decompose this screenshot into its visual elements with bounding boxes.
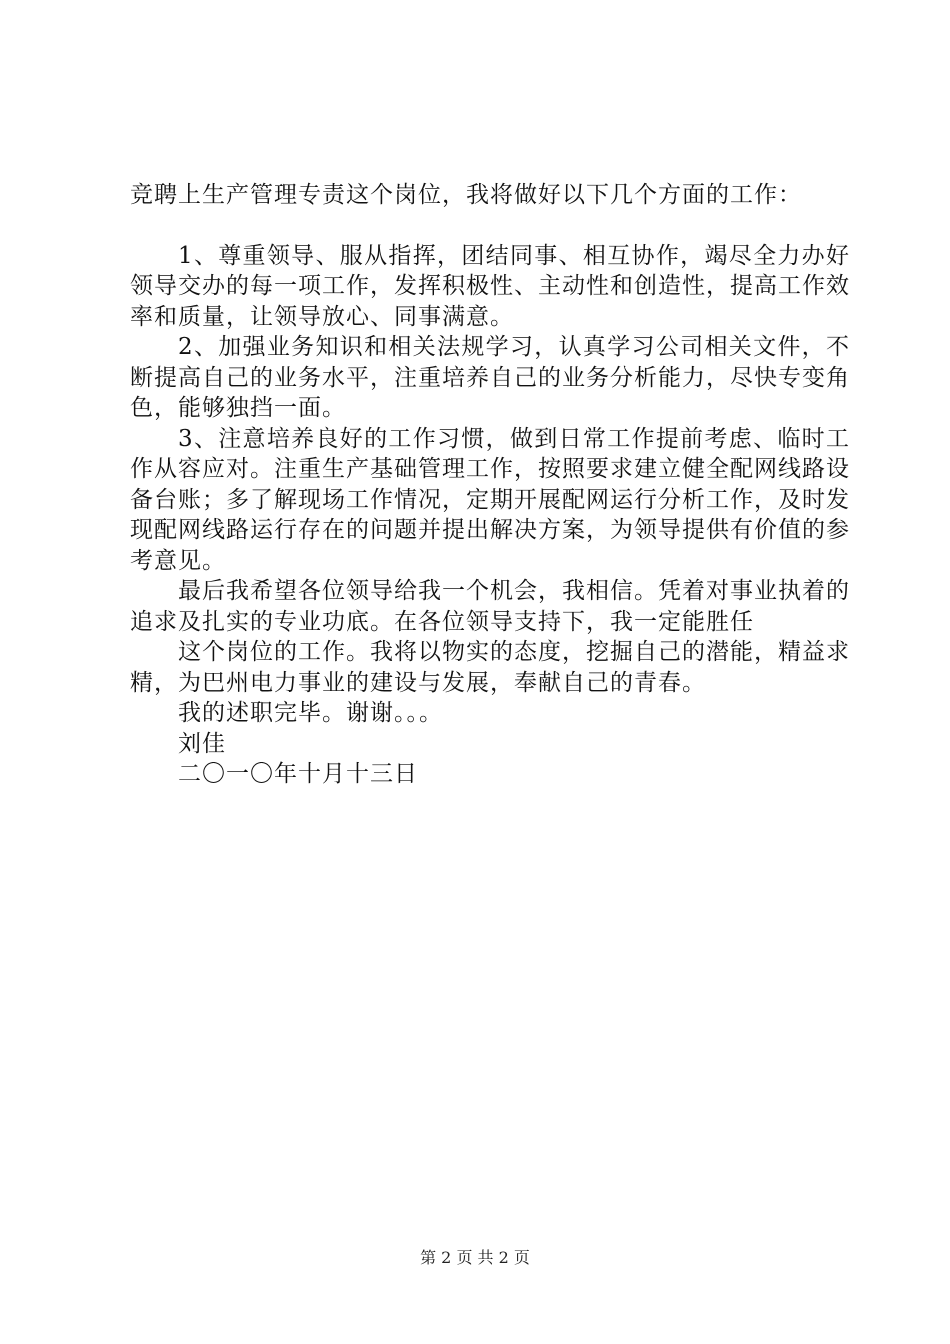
signature-name: 刘佳 [178,730,226,757]
page-footer: 第 2 页 共 2 页 [420,1248,530,1267]
intro-paragraph: 竞聘上生产管理专责这个岗位，我将做好以下几个方面的工作： [130,182,802,208]
signature-date: 二〇一〇年十月十三日 [178,761,418,787]
item-1-paragraph: 1、尊重领导、服从指挥，团结同事、相互协作，竭尽全力办好领导交办的每一项工作，发挥积极性、主动性和创造性，提高工作效率和质量，让领导放心、同事满意。 [130,242,850,330]
document-body [130,180,850,790]
item-3-paragraph: 3、注意培养良好的工作习惯，做到日常工作提前考虑、临时工作从容应对。注重生产基础管理工作，按照要求建立健全配网线路设备台账；多了解现场工作情况，定期开展配网运行分析工作，及时发现配网线路运行存在的问题并提出解决方案，为领导提供有价值的参考意见。 [130,425,850,574]
paragraph-gap [130,211,850,241]
thanks-line: 我的述职完毕。谢谢。。。 [178,700,443,726]
closing-paragraph-1: 最后我希望各位领导给我一个机会，我相信。凭着对事业执着的追求及扎实的专业功底。在各位领导支持下，我一定能胜任 [130,578,850,635]
closing-paragraph-2: 这个岗位的工作。我将以物实的态度，挖掘自己的潜能，精益求精，为巴州电力事业的建设与发展，奉献自己的青春。 [130,639,850,696]
item-2-paragraph: 2、加强业务知识和相关法规学习，认真学习公司相关文件，不断提高自己的业务水平，注重培养自己的业务分析能力，尽快专变角色，能够独挡一面。 [130,334,850,421]
